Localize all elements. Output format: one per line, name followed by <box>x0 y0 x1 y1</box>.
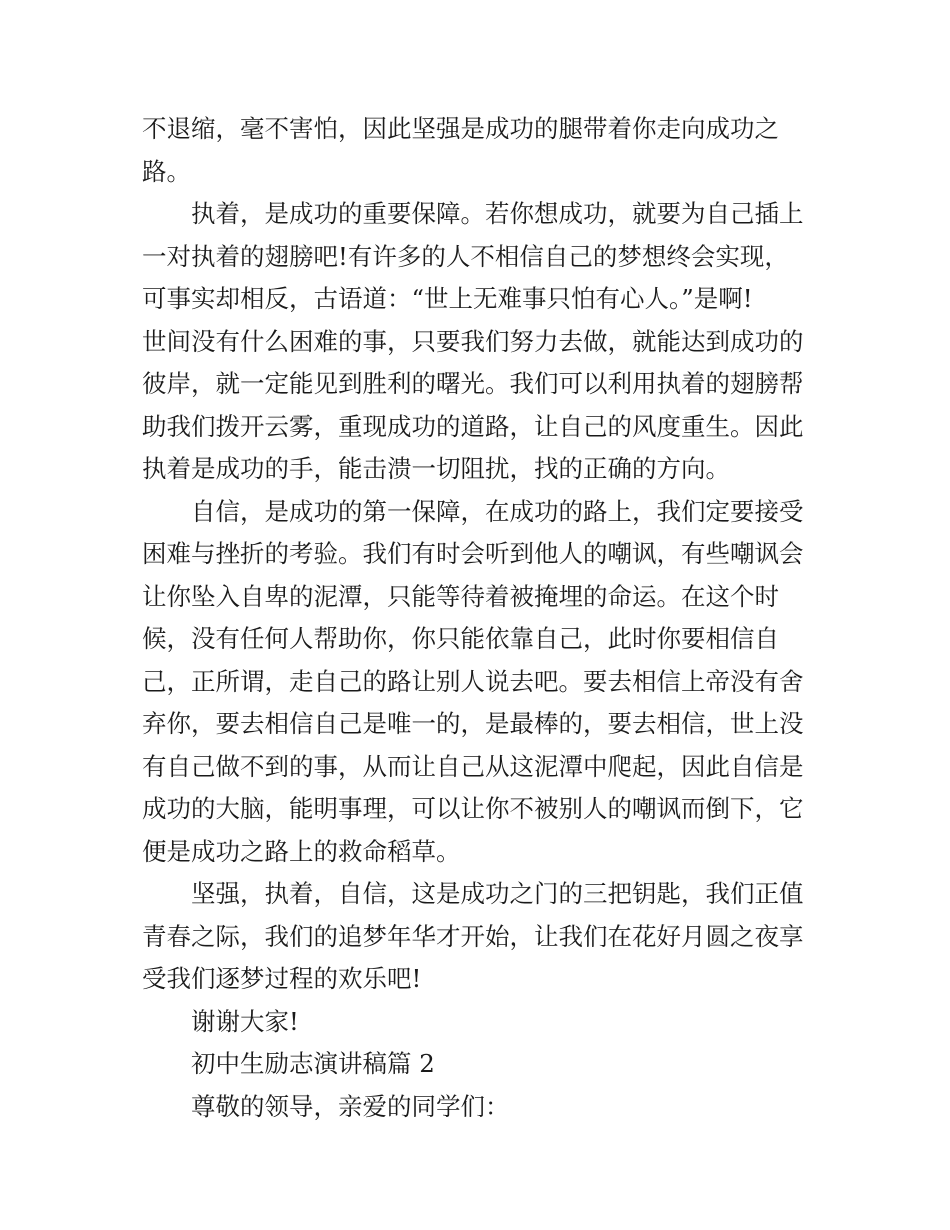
text-line: 世间没有什么困难的事，只要我们努力去做，就能达到成功的 <box>142 326 804 356</box>
text-line: 弃你，要去相信自己是唯一的，是最棒的，要去相信，世上没 <box>142 709 804 738</box>
text-line: 执着，是成功的重要保障。若你想成功，就要为自己插上 <box>191 199 804 228</box>
text-line: 候，没有任何人帮助你，你只能依靠自己，此时你要相信自 <box>142 624 779 653</box>
text-line: 坚强，执着，自信，这是成功之门的三把钥匙，我们正值 <box>191 879 804 908</box>
text-line: 一对执着的翅膀吧!有许多的人不相信自己的梦想终会实现， <box>142 241 789 271</box>
text-line: 受我们逐梦过程的欢乐吧! <box>142 964 422 993</box>
text-line: 己，正所谓，走自己的路让别人说去吧。要去相信上帝没有舍 <box>142 666 804 696</box>
text-line: 谢谢大家! <box>191 1006 299 1036</box>
text-line: 执着是成功的手，能击溃一切阻扰，找的正确的方向。 <box>142 454 730 483</box>
text-line: 助我们拨开云雾，重现成功的道路，让自己的风度重生。因此 <box>142 411 804 441</box>
text-line: 彼岸，就一定能见到胜利的曙光。我们可以利用执着的翅膀帮 <box>142 369 804 398</box>
text-line: 不退缩，毫不害怕，因此坚强是成功的腿带着你走向成功之 <box>142 114 779 143</box>
text-line: 可事实却相反，古语道：“世上无难事只怕有心人。”是啊! <box>142 284 753 313</box>
text-line: 初中生励志演讲稿篇 2 <box>191 1049 435 1078</box>
text-line: 路。 <box>142 156 191 186</box>
text-line: 让你坠入自卑的泥潭，只能等待着被掩埋的命运。在这个时 <box>142 581 779 611</box>
text-line: 自信，是成功的第一保障，在成功的路上，我们定要接受 <box>191 496 804 526</box>
text-line: 有自己做不到的事，从而让自己从这泥潭中爬起，因此自信是 <box>142 751 804 781</box>
text-line: 尊敬的领导，亲爱的同学们： <box>191 1091 510 1121</box>
text-line: 便是成功之路上的救命稻草。 <box>142 836 461 866</box>
text-line: 青春之际，我们的追梦年华才开始，让我们在花好月圆之夜享 <box>142 921 804 951</box>
text-line: 成功的大脑，能明事理，可以让你不被别人的嘲讽而倒下，它 <box>142 794 804 823</box>
document-body <box>142 108 810 1128</box>
text-line: 困难与挫折的考验。我们有时会听到他人的嘲讽，有些嘲讽会 <box>142 539 804 568</box>
